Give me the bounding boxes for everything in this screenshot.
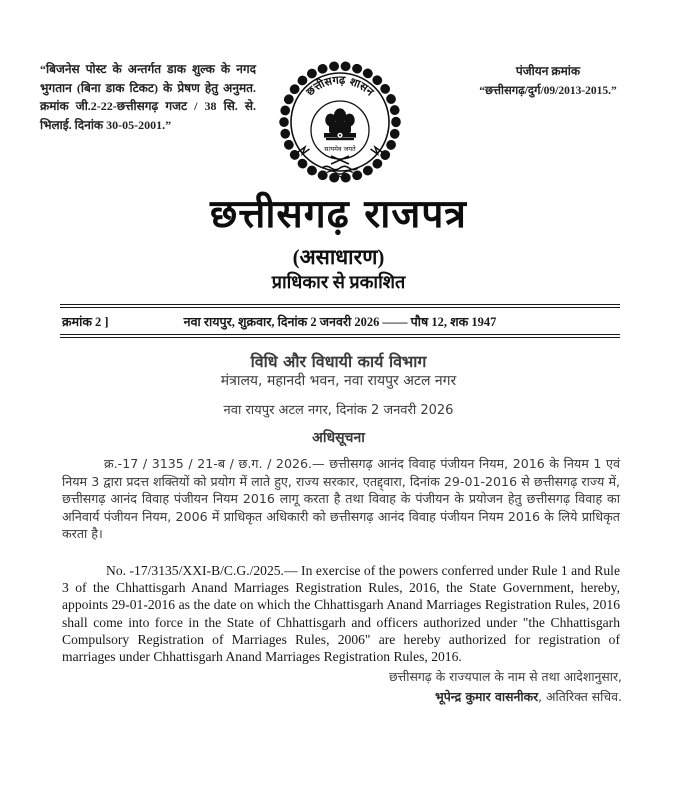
authority-line: प्राधिकार से प्रकाशित [271, 272, 406, 292]
signatory-designation: , अतिरिक्त सचिव. [538, 689, 622, 704]
signature-order-line: छत्तीसगढ़ के राज्यपाल के नाम से तथा आदेशानुसार, [389, 669, 622, 684]
issue-number: क्रमांक 2 ] [62, 315, 109, 329]
state-emblem-icon [276, 56, 404, 190]
lion-capital-icon [324, 108, 356, 140]
signatory-name: भूपेन्द्र कुमार वासनीकर [435, 689, 539, 704]
department-name: विधि और विधायी कार्य विभाग [250, 352, 427, 371]
bottom-double-rule [60, 334, 620, 338]
registration-label: पंजीयन क्रमांक [515, 64, 581, 78]
gazette-subtitle: (असाधारण) [292, 245, 385, 269]
english-notification-paragraph: No. -17/3135/XXI-B/C.G./2025.— In exercise of the powers conferred under Rule 1 and Rule 3 of the Chhattisgarh Anand Marriages Registration Rules, 2016, the State Government, hereby, appoints 29-01-2016 as the date on which the Chhattisgarh Anand Marriages Registration Rules, 2016 shall come into force in the State of Chhattisgarh and officers authorized under "the Chhattisgarh Compulsory Registration of Marriages Rules, 2006" are hereby authorized for registration of marriages under Chhattisgarh Anand Marriages Registration Rules, 2016. [62, 563, 620, 665]
emblem-motto: सत्यमेव जयते [324, 145, 356, 153]
notification-heading: अधिसूचना [312, 430, 365, 446]
issue-date-line: नवा रायपुर, शुक्रवार, दिनांक 2 जनवरी 2026 —— पौष 12, शक 1947 [183, 315, 497, 329]
gazette-title: छत्तीसगढ़ राजपत्र [210, 192, 467, 237]
signature-line [302, 687, 622, 707]
issue-bar [60, 304, 620, 338]
top-double-rule [60, 304, 620, 308]
notification-place-date: नवा रायपुर अटल नगर, दिनांक 2 जनवरी 2026 [223, 403, 454, 418]
registration-block [462, 62, 634, 98]
registration-number: “छत्तीसगढ़/दुर्ग/09/2013-2015.” [479, 85, 617, 97]
emblem-state-text: छत्तीसगढ़ शासन [303, 73, 377, 99]
department-address: मंत्रालय, महानदी भवन, नवा रायपुर अटल नगर [220, 373, 457, 389]
postal-permission-note: “बिजनेस पोस्ट के अन्तर्गत डाक शुल्क के नगद भुगतान (बिना डाक टिकट) के प्रेषण हेतु अनुमत. क्रमांक जी.2-22-छत्तीसगढ़ गजट / 38 सि. से. भिलाई. दिनांक 30-05-2001.” [40, 62, 256, 132]
hindi-notification-paragraph: क्र.-17 / 3135 / 21-ब / छ.ग. / 2026.— छत्तीसगढ़ आनंद विवाह पंजीयन नियम, 2016 के नियम 1 एवं नियम 3 द्वारा प्रदत्त शक्तियों को प्रयोग में लाते हुए, राज्य सरकार, एतद्द्वारा, दिनांक 29-01-2016 से छत्तीसगढ़ राज्य में, छत्तीसगढ़ आनंद विवाह पंजीयन नियम 2016 लागू करता है तथा विवाह के पंजीयन के प्रयोजन हेतु छत्तीसगढ़ विवाह का अनिवार्य पंजीयन नियम, 2006 में प्राधिकृत अधिकारी को छत्तीसगढ़ आनंद विवाह पंजीयन नियम 2016 के लिये प्राधिकृत करता है। [62, 456, 620, 542]
signature-block [302, 667, 622, 707]
